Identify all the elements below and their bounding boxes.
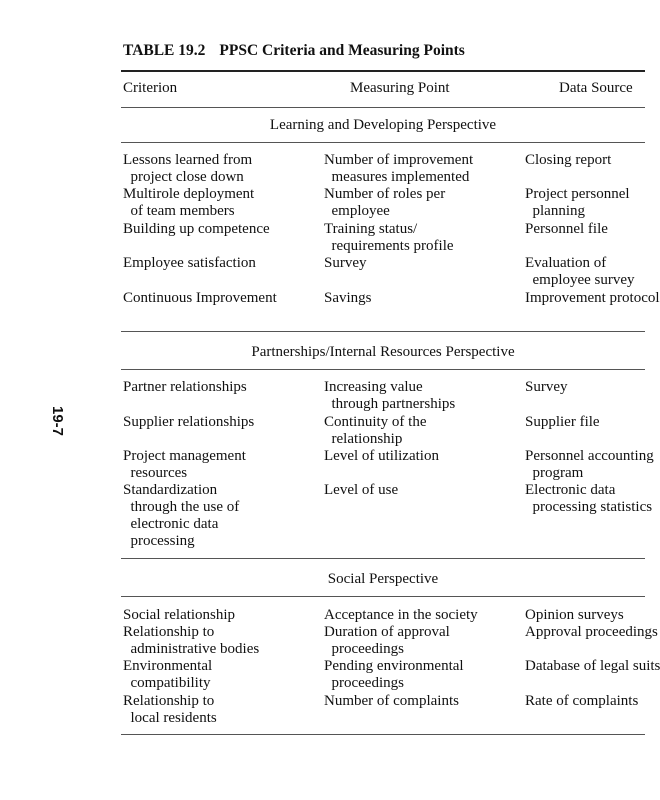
header-rule (121, 107, 645, 108)
measuring-point-cell: Savings (324, 290, 372, 306)
criterion-cell: Relationship to administrative bodies (123, 624, 260, 657)
measuring-point-cell: Level of use (324, 482, 399, 498)
data-source-cell: Rate of complaints (525, 693, 639, 709)
bottom-rule (121, 734, 645, 735)
data-source-cell: Personnel file (525, 221, 608, 237)
criterion-cell: Social relationship (123, 607, 236, 623)
criterion-cell: Supplier relationships (123, 414, 255, 430)
section-rule (121, 331, 645, 332)
criterion-cell: Lessons learned from project close down (123, 152, 253, 185)
data-source-cell: Approval proceedings (525, 624, 658, 640)
table-caption: PPSC Criteria and Measuring Points (219, 42, 465, 59)
criterion-cell: Environmental compatibility (123, 658, 213, 691)
criterion-cell: Employee satisfaction (123, 255, 256, 271)
measuring-point-cell: Pending environmental proceedings (324, 658, 464, 691)
criterion-cell: Standardization through the use of electronic data processing (123, 482, 240, 549)
criterion-cell: Building up competence (123, 221, 270, 237)
measuring-point-cell: Duration of approval proceedings (324, 624, 450, 657)
criterion-cell: Project management resources (123, 448, 246, 481)
top-rule (121, 70, 645, 72)
criterion-cell: Relationship to local residents (123, 693, 217, 726)
measuring-point-cell: Number of roles per employee (324, 186, 446, 219)
page-number: 19-7 (49, 406, 66, 437)
data-source-cell: Evaluation of employee survey (525, 255, 635, 288)
data-source-cell: Opinion surveys (525, 607, 624, 623)
measuring-point-cell: Number of improvement measures implemented (324, 152, 474, 185)
data-source-cell: Closing report (525, 152, 612, 168)
measuring-point-cell: Level of utilization (324, 448, 439, 464)
measuring-point-cell: Survey (324, 255, 367, 271)
column-header-criterion: Criterion (123, 80, 178, 96)
column-header-data-source: Data Source (559, 80, 633, 96)
section-title: Learning and Developing Perspective (269, 117, 497, 133)
section-rule (121, 596, 645, 597)
data-source-cell: Database of legal suits (525, 658, 660, 674)
measuring-point-cell: Acceptance in the society (324, 607, 478, 623)
data-source-cell: Personnel accounting program (525, 448, 654, 481)
criterion-cell: Partner relationships (123, 379, 247, 395)
table-title (123, 42, 465, 60)
section-title: Partnerships/Internal Resources Perspective (251, 344, 515, 360)
data-source-cell: Survey (525, 379, 568, 395)
measuring-point-cell: Increasing value through partnerships (324, 379, 456, 412)
measuring-point-cell: Training status/ requirements profile (324, 221, 454, 254)
column-header-measuring-point: Measuring Point (350, 80, 450, 96)
section-rule (121, 142, 645, 143)
section-title: Social Perspective (327, 571, 439, 587)
data-source-cell: Project personnel planning (525, 186, 630, 219)
section-rule (121, 558, 645, 559)
measuring-point-cell: Number of complaints (324, 693, 459, 709)
measuring-point-cell: Continuity of the relationship (324, 414, 427, 447)
table-number: TABLE 19.2 (123, 42, 206, 59)
section-rule (121, 369, 645, 370)
criterion-cell: Multirole deployment of team members (123, 186, 255, 219)
data-source-cell: Improvement protocol (525, 290, 660, 306)
data-source-cell: Electronic data processing statistics (525, 482, 653, 515)
data-source-cell: Supplier file (525, 414, 600, 430)
criterion-cell: Continuous Improvement (123, 290, 277, 306)
